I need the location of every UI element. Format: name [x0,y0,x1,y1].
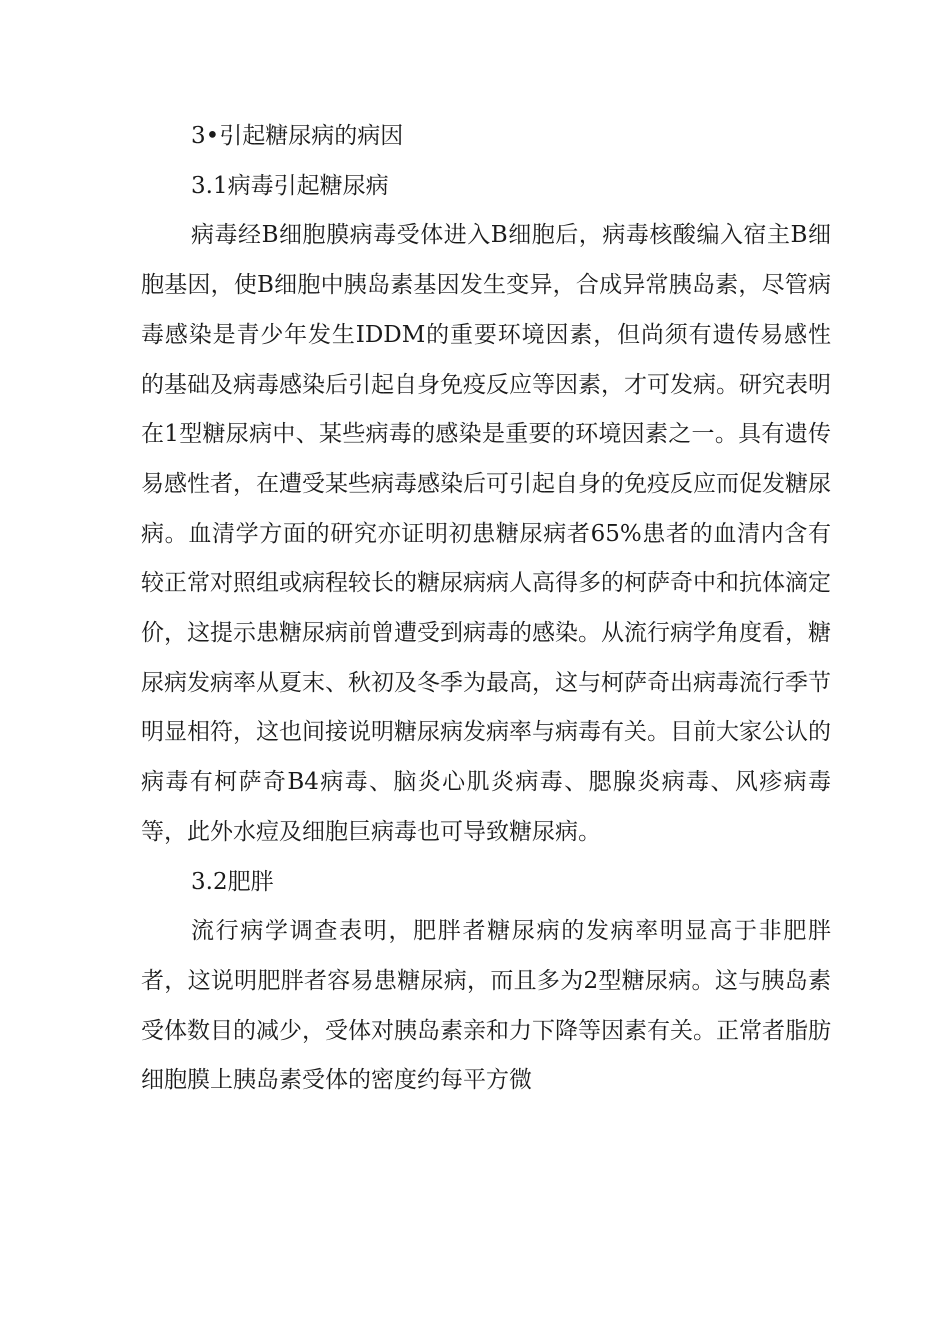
section-heading-virus: 3.1病毒引起糖尿病 [191,172,389,199]
paragraph-obesity: 流行病学调查表明，肥胖者糖尿病的发病率明显高于非肥胖者，这说明肥胖者容易患糖尿病，而且多为2型糖尿病。这与胰岛素受体数目的减少，受体对胰岛素亲和力下降等因素有关。正常者脂肪细胞膜上胰岛素受体的密度约每平方微 [141,918,831,1094]
document-body [141,112,831,1106]
paragraph-virus: 病毒经B细胞膜病毒受体进入B细胞后，病毒核酸编入宿主B细胞基因，使B细胞中胰岛素基因发生变异，合成异常胰岛素，尽管病毒感染是青少年发生IDDM的重要环境因素，但尚须有遗传易感性的基础及病毒感染后引起自身免疫反应等因素，才可发病。研究表明在1型糖尿病中、某些病毒的感染是重要的环境因素之一。具有遗传易感性者，在遭受某些病毒感染后可引起自身的免疫反应而促发糖尿病。血清学方面的研究亦证明初患糖尿病者65%患者的血清内含有较正常对照组或病程较长的糖尿病病人高得多的柯萨奇中和抗体滴定价，这提示患糖尿病前曾遭受到病毒的感染。从流行病学角度看，糖尿病发病率从夏末、秋初及冬季为最高，这与柯萨奇出病毒流行季节明显相符，这也间接说明糖尿病发病率与病毒有关。目前大家公认的病毒有柯萨奇B4病毒、脑炎心肌炎病毒、腮腺炎病毒、风疹病毒等，此外水痘及细胞巨病毒也可导致糖尿病。 [141,222,831,845]
chapter-heading: 3•引起糖尿病的病因 [191,123,404,149]
section-heading-obesity: 3.2肥胖 [191,868,274,895]
